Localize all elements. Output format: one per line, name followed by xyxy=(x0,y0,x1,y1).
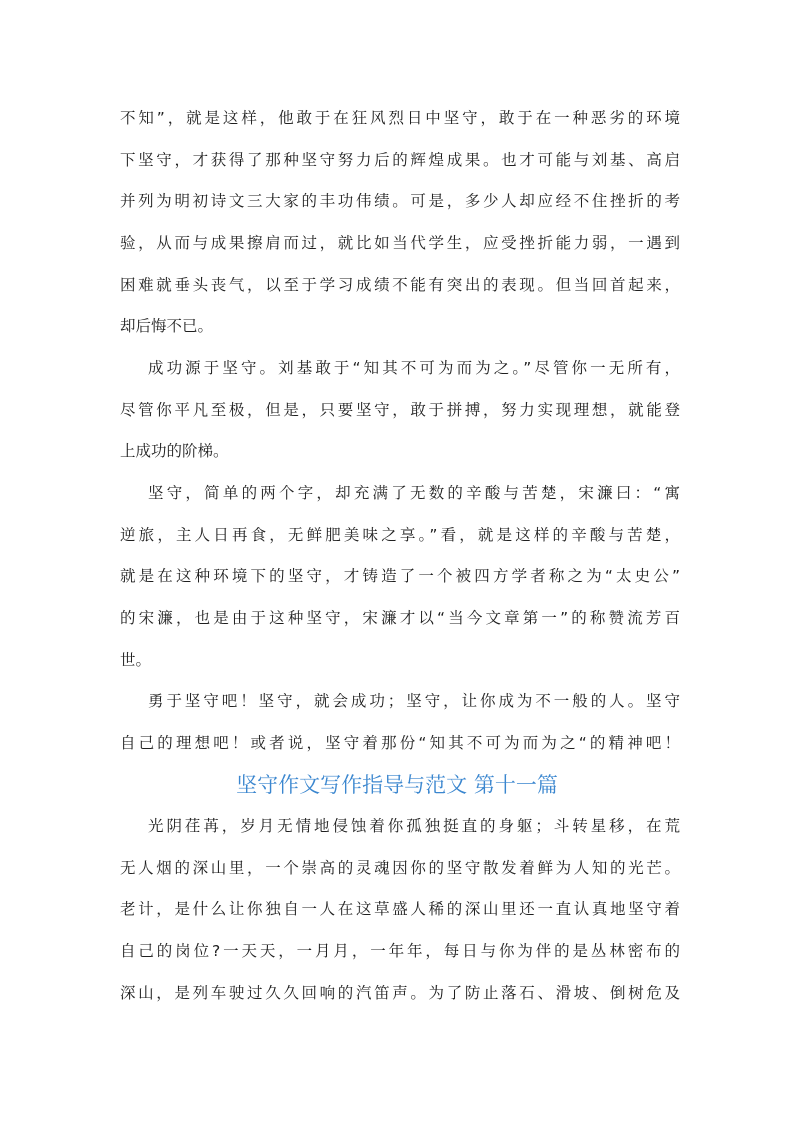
text-line: 无人烟的深山里，一个崇高的灵魂因你的坚守散发着鲜为人知的光芒。 xyxy=(120,859,680,877)
text-line: 却后悔不已。 xyxy=(120,317,214,335)
text-line: 深山，是列车驶过久久回响的汽笛声。为了防止落石、滑坡、倒树危及 xyxy=(120,984,680,1002)
text-line: 验，从而与成果擦肩而过，就比如当代学生，应受挫折能力弱，一遇到 xyxy=(120,234,680,252)
section-heading: 坚守作文写作指导与范文 第十一篇 xyxy=(236,773,558,797)
text-line: 世。 xyxy=(120,651,152,669)
text-line: 光阴荏苒，岁月无情地侵蚀着你孤独挺直的身躯；斗转星移，在荒 xyxy=(148,817,680,835)
text-line: 自己的理想吧！或者说，坚守着那份“知其不可为而为之“的精神吧！ xyxy=(120,734,680,752)
text-line: 并列为明初诗文三大家的丰功伟绩。可是，多少人却应经不住挫折的考 xyxy=(120,192,680,210)
text-line: 坚守，简单的两个字，却充满了无数的辛酸与苦楚，宋濂曰：“寓 xyxy=(148,484,680,502)
text-line: 勇于坚守吧！坚守，就会成功；坚守，让你成为不一般的人。坚守 xyxy=(148,692,680,710)
text-line: 就是在这种环境下的坚守，才铸造了一个被四方学者称之为“太史公” xyxy=(120,567,680,585)
text-line: 尽管你平凡至极，但是，只要坚守，敢于拼搏，努力实现理想，就能登 xyxy=(120,401,680,419)
text-line: 困难就垂头丧气，以至于学习成绩不能有突出的表现。但当回首起来， xyxy=(120,276,680,294)
text-line: 下坚守，才获得了那种坚守努力后的辉煌成果。也才可能与刘基、高启 xyxy=(120,151,680,169)
text-line: 的宋濂，也是由于这种坚守，宋濂才以“当今文章第一”的称赞流芳百 xyxy=(120,609,680,627)
text-line: 逆旅，主人日再食，无鲜肥美味之享。”看，就是这样的辛酸与苦楚， xyxy=(120,526,680,544)
text-line: 成功源于坚守。刘基敢于“知其不可为而为之。”尽管你一无所有， xyxy=(148,359,680,377)
text-line: 不知”，就是这样，他敢于在狂风烈日中坚守，敢于在一种恶劣的环境 xyxy=(120,109,680,127)
text-line: 自己的岗位?一天天，一月月，一年年，每日与你为伴的是丛林密布的 xyxy=(120,942,680,960)
text-line: 老计，是什么让你独自一人在这草盛人稀的深山里还一直认真地坚守着 xyxy=(120,900,680,918)
text-line: 上成功的阶梯。 xyxy=(120,442,229,460)
